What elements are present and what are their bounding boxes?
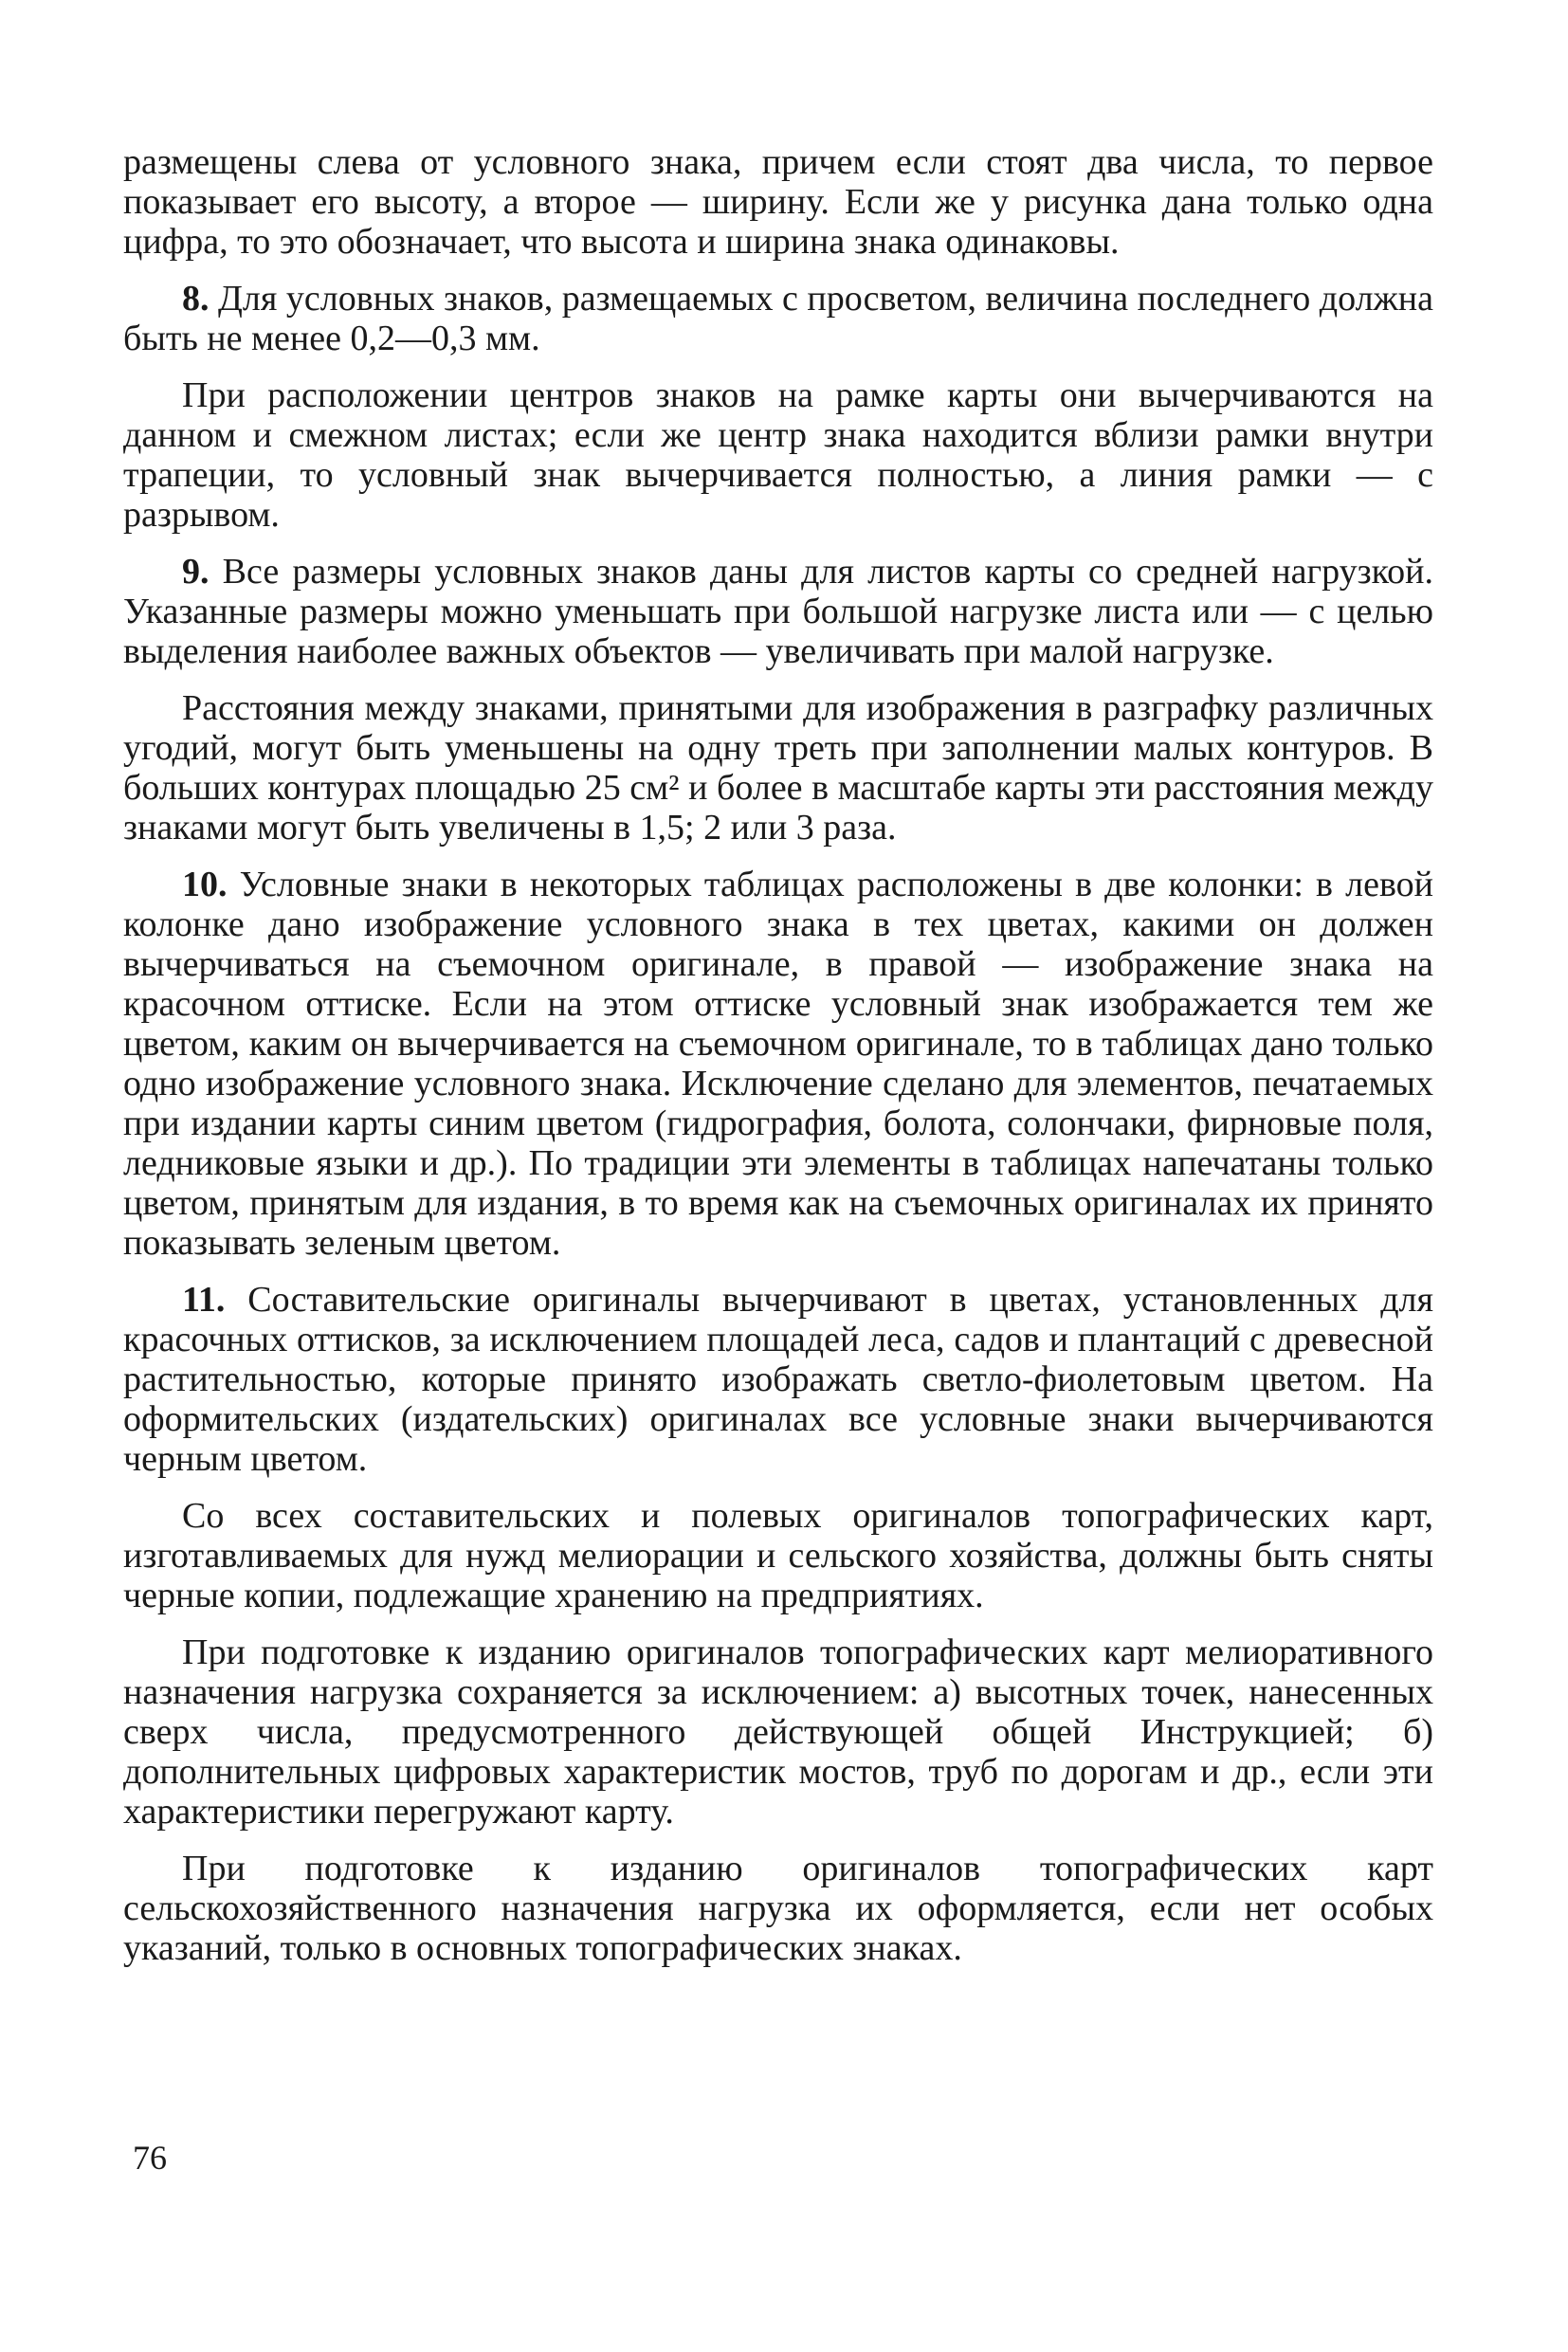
paragraph-text: Со всех составительских и полевых оригиналов топографических карт, изготавливаемых для нужд мелиорации и сельского хозяйства, должны быть сняты черные копии, подлежащие хранению на предприятиях. (123, 1496, 1433, 1615)
item-number: 10. (182, 865, 228, 904)
item-number: 9. (182, 552, 210, 592)
paragraph (123, 1849, 1433, 1968)
item-number: 11. (182, 1280, 226, 1320)
paragraph-text: Условные знаки в некоторых таблицах расположены в две колонки: в левой колонке дано изображение условного знака в тех цветах, какими он должен вычерчиваться на съемочном оригинале, в правой — изображение знака на красочном оттиске. Если на этом оттиске условный знак изображается тем же цветом, каким он вычерчивается на съемочном оригинале, то в таблицах дано только одно изображение условного знака. Исключение сделано для элементов, печатаемых при издании карты синим цветом (гидрография, болота, солончаки, фирновые поля, ледниковые языки и др.). По традиции эти элементы в таблицах напечатаны только цветом, принятым для издания, в то время как на съемочных оригиналах их принято показывать зеленым цветом. (123, 865, 1433, 1263)
paragraph-text: При подготовке к изданию оригиналов топографических карт сельскохозяйственного назначения нагрузка их оформляется, если нет особых указаний, только в основных топографических знаках. (123, 1849, 1433, 1968)
paragraph-item-10 (123, 865, 1433, 1263)
paragraph-item-11 (123, 1280, 1433, 1479)
paragraph-text: размещены слева от условного знака, причем если стоят два числа, то первое показывает его высоту, а второе — ширину. Если же у рисунка дана только одна цифра, то это обозначает, что высота и ширина знака одинаковы. (123, 142, 1433, 262)
paragraph-text: При расположении центров знаков на рамке карты они вычерчиваются на данном и смежном листах; если же центр знака находится вблизи рамки внутри трапеции, то условный знак вычерчивается полностью, а линия рамки — с разрывом. (123, 375, 1433, 535)
paragraph (123, 1496, 1433, 1615)
paragraph (123, 1632, 1433, 1832)
paragraph-text: Составительские оригиналы вычерчивают в цветах, установленных для красочных оттисков, за исключением площадей леса, садов и плантаций с древесной растительностью, которые принято изображать светло-фиолетовым цветом. На оформительских (издательских) оригиналах все условные знаки вычерчиваются черным цветом. (123, 1280, 1433, 1479)
page-body (123, 142, 1433, 1985)
paragraph (123, 375, 1433, 535)
paragraph-text: Расстояния между знаками, принятыми для изображения в разграфку различных угодий, могут быть уменьшены на одну треть при заполнении малых контуров. В больших контурах площадью 25 см² и более в масштабе карты эти расстояния между знаками могут быть увеличены в 1,5; 2 или 3 раза. (123, 688, 1433, 848)
paragraph-item-9 (123, 552, 1433, 671)
paragraph-continuation (123, 142, 1433, 262)
paragraph (123, 688, 1433, 848)
paragraph-text: При подготовке к изданию оригиналов топографических карт мелиоративного назначения нагрузка сохраняется за исключением: а) высотных точек, нанесенных сверх числа, предусмотренного действующей общей Инструкцией; б) дополнительных цифровых характеристик мостов, труб по дорогам и др., если эти характеристики перегружают карту. (123, 1632, 1433, 1832)
paragraph-text: Все размеры условных знаков даны для листов карты со средней нагрузкой. Указанные размеры можно уменьшать при большой нагрузке листа или — с целью выделения наиболее важных объектов — увеличивать при малой нагрузке. (123, 552, 1433, 671)
page-number: 76 (133, 2139, 167, 2177)
paragraph-text: Для условных знаков, размещаемых с просветом, величина последнего должна быть не менее 0,2—0,3 мм. (123, 279, 1433, 358)
item-number: 8. (182, 279, 210, 319)
paragraph-item-8 (123, 279, 1433, 358)
